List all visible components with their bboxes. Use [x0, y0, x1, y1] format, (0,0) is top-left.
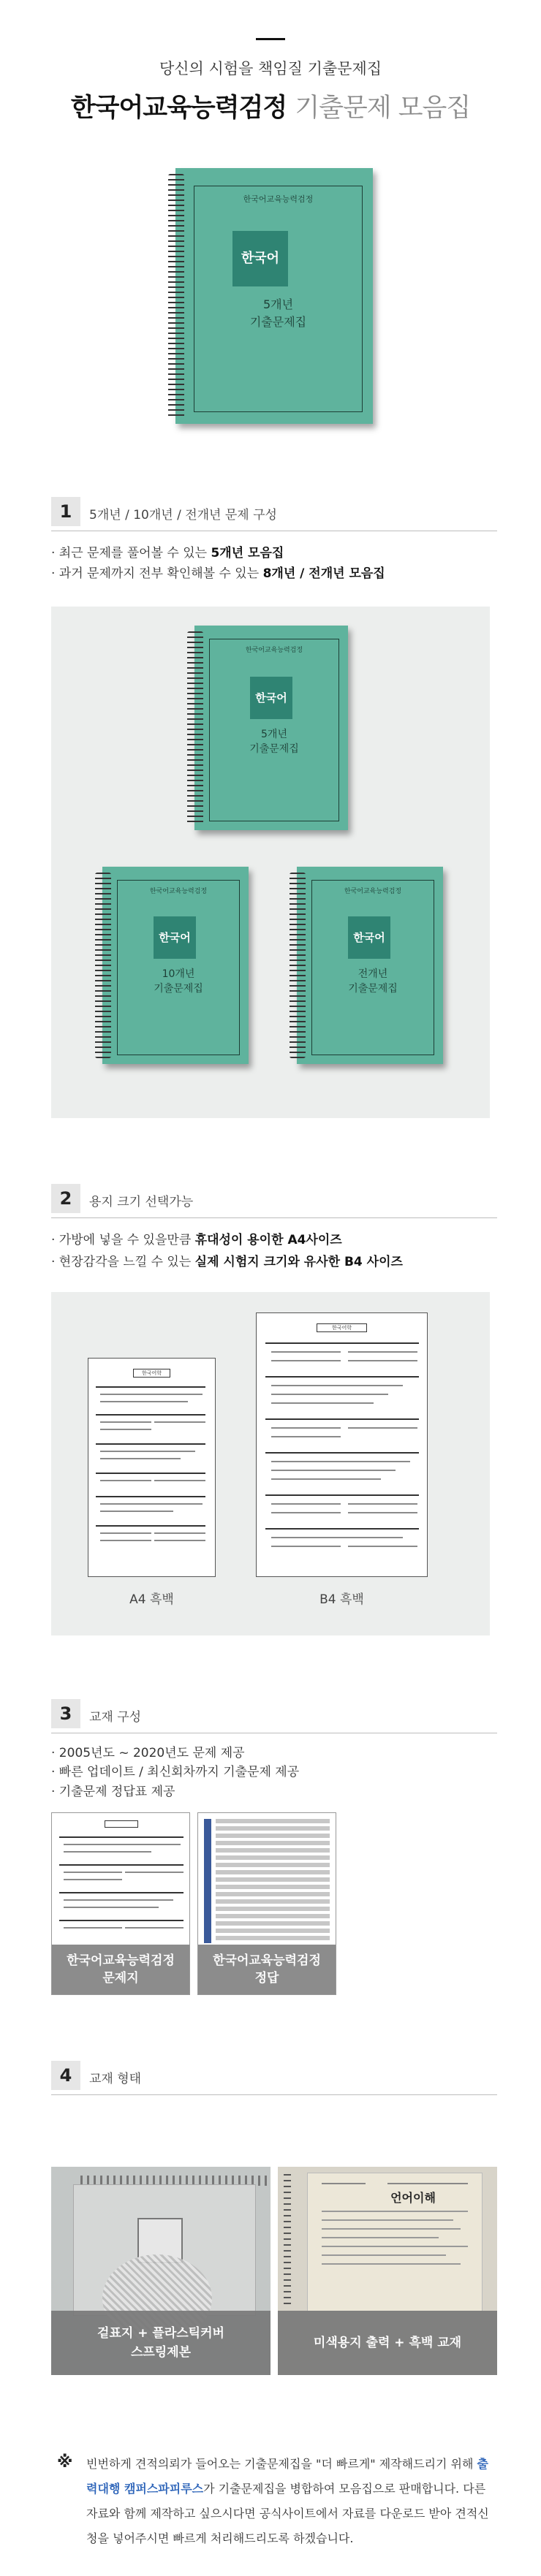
paper-line: [271, 1470, 396, 1471]
paper-line: [100, 1401, 188, 1402]
page-line: [322, 2228, 461, 2230]
paper-title: 한국어학: [317, 1323, 368, 1332]
thumb-answer-sheet: [197, 1812, 336, 1995]
section3-bullet2: · 빠른 업데이트 / 최신회차까지 기출문제 제공: [51, 1765, 300, 1779]
paper-line: [64, 1899, 173, 1901]
paper-line: [348, 1360, 417, 1361]
paper-line: [64, 1907, 159, 1908]
thumb1-label-line2: 문제지: [102, 1971, 139, 1986]
paper-line: [59, 1836, 184, 1838]
photo2-label: [278, 2311, 497, 2375]
paper-line: [265, 1528, 419, 1530]
paper-line: [59, 1892, 184, 1893]
note-reference-icon: ※: [57, 2453, 73, 2471]
section3-bullet3: · 기출문제 정답표 제공: [51, 1785, 175, 1799]
paper-line: [59, 1864, 184, 1866]
paper-line: [96, 1496, 205, 1497]
thumb2-label-line1: 한국어교육능력검정: [213, 1953, 321, 1968]
hero-title-bold: 한국어교육능력검정: [70, 94, 287, 123]
answer-sheet-sidebar: [204, 1819, 211, 1943]
paper-line: [265, 1452, 419, 1454]
paper-line: [271, 1385, 403, 1386]
paper-line: [100, 1540, 151, 1541]
book-5yr: [194, 626, 348, 830]
paper-line: [125, 1872, 184, 1873]
paper-line: [64, 1879, 122, 1880]
book-publisher: 한국어교육능력검정: [344, 888, 402, 895]
paper-line: [100, 1451, 195, 1452]
photo1-label-line2: 스프링제본: [130, 2345, 192, 2360]
paper-line: [96, 1414, 205, 1416]
paper-line: [271, 1394, 388, 1395]
paper-line: [59, 1920, 184, 1921]
section2-bullet2-text: · 현장감각을 느낄 수 있는: [51, 1255, 195, 1269]
paper-line: [96, 1473, 205, 1474]
note-text-part2: 가 기출문제집을 병합하여 모음집으로 판매합니다. 다른 자료와 함께 제작하고 싶으시다면 공식사이트에서 자료를 다운로드 받아 견적신청을 넣어주시면 빠르게 처리해드리도록 하겠습니다.: [86, 2482, 489, 2545]
note-highlight-link[interactable]: 출력대행 캠퍼스파피루스: [86, 2457, 489, 2496]
book-line1: 5개년: [261, 729, 287, 740]
paper-line: [100, 1532, 151, 1534]
section2-divider: [51, 1217, 497, 1218]
book-badge: 한국어: [348, 916, 390, 959]
photo1-label-line1: 겉표지 + 플라스틱커버: [97, 2326, 224, 2341]
book-badge: 한국어: [154, 916, 196, 959]
section4-number: 4: [51, 2061, 80, 2090]
spiral-binding: [168, 174, 184, 418]
book-publisher: 한국어교육능력검정: [149, 888, 208, 895]
book-badge: 한국어: [232, 231, 288, 286]
book-badge: 한국어: [250, 677, 292, 719]
page-line: [322, 2211, 468, 2212]
hero-title-light: 기출문제 모음집: [295, 94, 471, 123]
printed-page-title: 언어이해: [390, 2191, 436, 2205]
thumb1-label-line1: 한국어교육능력검정: [67, 1953, 175, 1968]
paper-line: [154, 1540, 205, 1541]
note-text-part1: 빈번하게 견적의뢰가 들어오는 기출문제집을 "더 빠르게" 제작해드리기 위해: [86, 2457, 477, 2471]
paper-line: [125, 1927, 184, 1929]
book-line2: 기출문제집: [154, 983, 203, 995]
section2-bullet1-text: · 가방에 넣을 수 있을만큼: [51, 1233, 195, 1247]
page-line: [322, 2246, 468, 2247]
spiral-binding: [290, 873, 306, 1058]
paper-line: [265, 1376, 419, 1378]
paper-line: [271, 1427, 341, 1429]
section1-bullet1-bold: 5개년 모음집: [211, 546, 284, 561]
thumb2-label: [198, 1945, 336, 1995]
thumb1-label: [52, 1945, 189, 1995]
caption-b4: B4 흑백: [319, 1592, 364, 1607]
paper-line: [265, 1342, 419, 1344]
photo-printed-pages: [278, 2167, 497, 2375]
paper-line: [348, 1512, 417, 1513]
book-line1: 전개년: [357, 968, 388, 980]
paper-title: 한국어학: [133, 1369, 171, 1378]
section1-bullet2-bold: 8개년 / 전개년 모음집: [262, 566, 385, 581]
paper-line: [100, 1429, 151, 1430]
paper-line: [271, 1537, 403, 1538]
book-subtitle-line2: 기출문제집: [249, 315, 307, 329]
paper-line: [100, 1458, 181, 1459]
paper-line: [271, 1436, 341, 1437]
hero-tagline: 당신의 시험을 책임질 기출문제집: [159, 60, 382, 77]
page-line: [387, 2183, 468, 2184]
top-accent-bar: [256, 38, 285, 40]
book-10yr: [102, 867, 249, 1064]
photo-spring-binder: [51, 2167, 270, 2375]
section3-number: 3: [51, 1699, 80, 1728]
section1-bullet1: [51, 542, 284, 561]
page-line: [322, 2183, 366, 2184]
thumb2-label-line2: 정답: [254, 1971, 279, 1986]
book-publisher: 한국어교육능력검정: [245, 647, 303, 654]
section4-divider: [51, 2094, 497, 2095]
paper-line: [96, 1525, 205, 1527]
note-text: [86, 2452, 496, 2551]
section2-bullet1-bold: 휴대성이 용이한 A4사이즈: [194, 1233, 342, 1247]
paper-line: [100, 1503, 203, 1505]
photo1-label: [51, 2311, 270, 2375]
paper-line: [100, 1394, 203, 1395]
hero-book: [175, 168, 373, 424]
paper-line: [348, 1546, 417, 1547]
paper-a4: [88, 1358, 216, 1577]
book-all-years: [297, 867, 443, 1064]
paper-line: [154, 1480, 205, 1481]
section1-image-panel: [51, 607, 490, 1118]
section2-number: 2: [51, 1184, 80, 1213]
book-line1: 10개년: [162, 968, 195, 980]
paper-line: [265, 1494, 419, 1496]
section2-bullet2: [51, 1251, 403, 1269]
section1-bullet1-text: · 최근 문제를 풀어볼 수 있는: [51, 546, 211, 561]
paper-line: [271, 1503, 341, 1505]
paper-line: [154, 1532, 205, 1534]
page-line: [322, 2263, 461, 2265]
caption-a4: A4 흑백: [129, 1592, 174, 1607]
paper-line: [271, 1512, 341, 1513]
paper-line: [271, 1351, 341, 1353]
section1-bullet2-text: · 과거 문제까지 전부 확인해볼 수 있는: [51, 566, 263, 581]
section3-title: 교재 구성: [89, 1710, 142, 1725]
section2-title: 용지 크기 선택가능: [89, 1195, 194, 1209]
paper-line: [100, 1421, 151, 1423]
spiral-binding: [187, 631, 203, 824]
section2-image-panel: [51, 1292, 490, 1635]
book-publisher: 한국어교육능력검정: [243, 194, 314, 204]
page-line: [322, 2219, 453, 2221]
paper-line: [348, 1351, 417, 1353]
section4-title: 교재 형태: [89, 2072, 142, 2086]
page-line: [322, 2237, 439, 2238]
page-line: [322, 2254, 446, 2256]
paper-line: [271, 1546, 341, 1547]
paper-line: [348, 1503, 417, 1505]
book-line2: 기출문제집: [348, 983, 398, 995]
paper-line: [64, 1872, 122, 1873]
paper-line: [265, 1418, 419, 1420]
paper-line: [271, 1478, 381, 1480]
paper-line: [96, 1386, 205, 1388]
spiral-binding: [95, 873, 111, 1058]
paper-b4: [256, 1312, 428, 1577]
thumb-question-sheet: [51, 1812, 190, 1995]
hero-title: [0, 88, 541, 124]
paper-line: [271, 1402, 374, 1404]
book-subtitle-line1: 5개년: [262, 297, 294, 311]
paper-line: [100, 1511, 173, 1512]
section3-bullet1: · 2005년도 ~ 2020년도 문제 제공: [51, 1746, 245, 1760]
section1-number: 1: [51, 497, 80, 526]
paper-line: [154, 1421, 205, 1423]
section1-bullet2: [51, 563, 385, 581]
spiral-binding: [284, 2174, 291, 2306]
paper-line: [348, 1427, 417, 1429]
paper-line: [96, 1443, 205, 1445]
paper-line: [100, 1480, 151, 1481]
answer-grid: [216, 1819, 330, 1943]
paper-line: [271, 1461, 410, 1462]
section2-bullet1: [51, 1229, 342, 1247]
paper-line: [271, 1360, 341, 1361]
paper-line: [64, 1927, 122, 1929]
photo2-label-text: 미색용지 출력 + 흑백 교재: [313, 2336, 462, 2350]
paper-line: [64, 1844, 181, 1845]
section2-bullet2-bold: 실제 시험지 크기와 유사한 B4 사이즈: [194, 1255, 403, 1269]
section1-title: 5개년 / 10개년 / 전개년 문제 구성: [89, 508, 277, 523]
book-line2: 기출문제집: [249, 743, 299, 755]
paper-line: [64, 1851, 151, 1853]
